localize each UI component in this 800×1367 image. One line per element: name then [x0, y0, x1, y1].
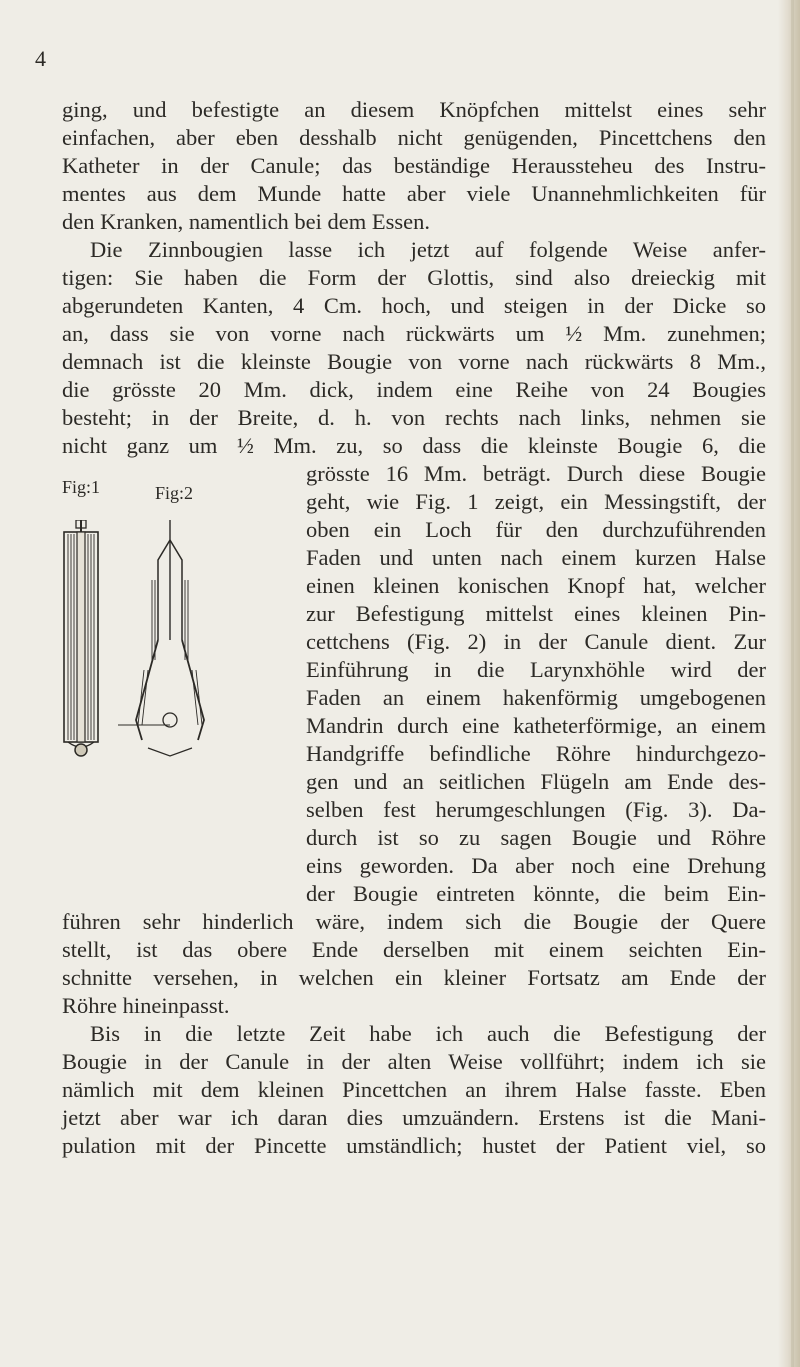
text-line: Bis in die letzte Zeit habe ich auch die Befestigung der	[90, 1021, 766, 1046]
text-line: den Kranken, namentlich bei dem Essen.	[62, 209, 431, 234]
text-line: Bougie in der Canule in der alten Weise vollführt; indem ich sie	[62, 1049, 766, 1074]
text-line: nicht ganz um ½ Mm. zu, so dass die kleinste Bougie 6, die	[62, 433, 766, 458]
text-line: Katheter in der Canule; das beständige Heraussteheu des Instru-	[62, 153, 766, 178]
text-line: eins geworden. Da aber noch eine Drehung	[306, 853, 766, 878]
text-line: abgerundeten Kanten, 4 Cm. hoch, und steigen in der Dicke so	[62, 293, 766, 318]
text-line: Einführung in die Larynxhöhle wird der	[306, 657, 766, 682]
text-line: einfachen, aber eben desshalb nicht genügenden, Pincettchens den	[62, 125, 766, 150]
text-line: nämlich mit dem kleinen Pincettchen an ihrem Halse fasste. Eben	[62, 1077, 766, 1102]
text-line: ging, und befestigte an diesem Knöpfchen mittelst eines sehr	[62, 97, 766, 122]
fig1-bougie-drawing	[64, 520, 98, 756]
text-line: die grösste 20 Mm. dick, indem eine Reihe von 24 Bougies	[62, 377, 766, 402]
text-line: Faden und unten nach einem kurzen Halse	[306, 545, 766, 570]
figure-illustration	[58, 520, 268, 760]
text-line: geht, wie Fig. 1 zeigt, ein Messingstift, der	[306, 489, 766, 514]
text-line: tigen: Sie haben die Form der Glottis, sind also dreieckig mit	[62, 265, 766, 290]
text-line: Faden an einem hakenförmig umgebogenen	[306, 685, 766, 710]
text-line: Handgriffe befindliche Röhre hindurchgezo-	[306, 741, 766, 766]
text-line: pulation mit der Pincette umständlich; hustet der Patient viel, so	[62, 1133, 766, 1158]
text-line: cettchens (Fig. 2) in der Canule dient. Zur	[306, 629, 766, 654]
fig2-pincette-drawing	[118, 520, 204, 756]
text-line: Röhre hineinpasst.	[62, 993, 230, 1018]
text-line: an, dass sie von vorne nach rückwärts um ½ Mm. zunehmen;	[62, 321, 766, 346]
text-line: oben ein Loch für den durchzuführenden	[306, 517, 766, 542]
text-line: schnitte versehen, in welchen ein kleiner Fortsatz am Ende der	[62, 965, 766, 990]
fig1-label: Fig:1	[62, 477, 101, 497]
text-line: durch ist so zu sagen Bougie und Röhre	[306, 825, 766, 850]
text-line: demnach ist die kleinste Bougie von vorne nach rückwärts 8 Mm.,	[62, 349, 766, 374]
text-line: der Bougie eintreten könnte, die beim Ein-	[306, 881, 766, 906]
page-number: 4	[35, 46, 46, 71]
text-line: jetzt aber war ich daran dies umzuändern. Erstens ist die Mani-	[62, 1105, 766, 1130]
text-line: führen sehr hinderlich wäre, indem sich die Bougie der Quere	[62, 909, 766, 934]
text-line: grösste 16 Mm. beträgt. Durch diese Bougie	[306, 461, 766, 486]
text-line: Mandrin durch eine katheterförmige, an einem	[306, 713, 766, 738]
text-line: Die Zinnbougien lasse ich jetzt auf folgende Weise anfer-	[90, 237, 766, 262]
text-line: besteht; in der Breite, d. h. von rechts nach links, nehmen sie	[62, 405, 766, 430]
text-line: mentes aus dem Munde hatte aber viele Unannehmlichkeiten für	[62, 181, 766, 206]
page-edge-shadow	[791, 0, 794, 1367]
text-line: gen und an seitlichen Flügeln am Ende des-	[306, 769, 766, 794]
text-line: selben fest herumgeschlungen (Fig. 3). Da-	[306, 797, 766, 822]
text-line: stellt, ist das obere Ende derselben mit einem seichten Ein-	[62, 937, 766, 962]
page-edge	[778, 0, 800, 1367]
text-line: einen kleinen konischen Knopf hat, welcher	[306, 573, 766, 598]
fig2-label: Fig:2	[155, 483, 194, 503]
text-line: zur Befestigung mittelst eines kleinen Pin-	[306, 601, 766, 626]
